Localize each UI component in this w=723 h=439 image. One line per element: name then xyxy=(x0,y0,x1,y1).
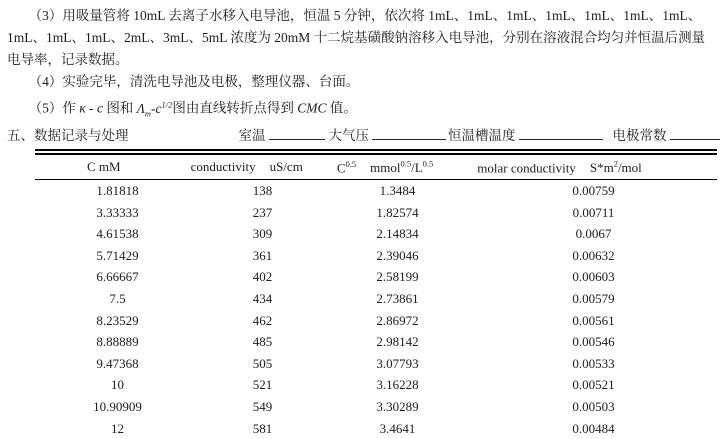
header-sqrt-concentration: $C^{0.5}$ $mmol^{0.5}/L^{0.5}$ xyxy=(336,158,434,175)
table-cell: 10 xyxy=(111,377,124,393)
table-cell: 3.4641 xyxy=(379,420,416,436)
table-cell: 0.0067 xyxy=(575,226,612,242)
table-body xyxy=(35,180,717,439)
table-cell: 2.86972 xyxy=(376,312,419,328)
table-cell: 0.00759 xyxy=(572,182,615,198)
field-pressure xyxy=(329,125,447,146)
header-conductivity: conductivity uS/cm xyxy=(190,159,303,175)
table-row xyxy=(35,418,717,439)
table-cell: 0.00632 xyxy=(572,247,615,263)
table-row xyxy=(35,396,717,418)
table-cell: 402 xyxy=(252,269,273,285)
table-cell: 0.00711 xyxy=(572,204,615,220)
section-title: 五、数据记录与处理 xyxy=(7,128,129,144)
procedure-step-4: （4）实验完毕，清洗电导池及电极，整理仪器、台面。 xyxy=(28,74,360,89)
header-molar-conductivity: molar conductivity $S*m^2$/mol xyxy=(477,158,642,175)
table-cell: 10.90909 xyxy=(93,398,142,414)
table-cell: 4.61538 xyxy=(96,226,139,242)
table-cell: 0.00533 xyxy=(572,355,615,371)
table-cell: 309 xyxy=(252,226,273,242)
table-cell: 8.23529 xyxy=(96,312,139,328)
table-cell: 8.88889 xyxy=(96,334,139,350)
procedure-step-5 xyxy=(7,93,717,124)
table-cell: 237 xyxy=(252,204,273,220)
field-room-temp-label: 室温 xyxy=(238,128,266,144)
table-cell: 3.07793 xyxy=(376,355,419,371)
section-header-row xyxy=(7,125,717,146)
table-cell: 3.33333 xyxy=(96,204,139,220)
blank-bath-temp[interactable] xyxy=(519,126,603,140)
table-row xyxy=(35,223,717,245)
table-cell: 3.30289 xyxy=(376,398,419,414)
header-concentration: C mM xyxy=(87,159,121,175)
table-cell: 0.00603 xyxy=(572,269,615,285)
step5-prefix: （5）作 xyxy=(28,100,76,116)
table-cell: 2.98142 xyxy=(376,334,419,350)
table-cell: 1.82574 xyxy=(376,204,419,220)
blank-room-temp[interactable] xyxy=(269,126,325,140)
table-cell: 7.5 xyxy=(109,290,126,306)
table-cell: 3.16228 xyxy=(376,377,419,393)
table-header-row xyxy=(35,155,717,180)
table-row xyxy=(35,180,717,202)
table-row xyxy=(35,310,717,332)
table-row xyxy=(35,288,717,310)
data-table xyxy=(35,180,717,439)
field-pressure-label: 大气压 xyxy=(328,128,369,144)
header-conductivity-unit: uS/cm xyxy=(269,159,303,175)
table-cell: 485 xyxy=(252,334,273,350)
table-cell: 1.3484 xyxy=(379,182,416,198)
table-cell: 6.66667 xyxy=(96,269,139,285)
table-cell: 2.39046 xyxy=(376,247,419,263)
field-electrode-constant-label: 电极常数 xyxy=(612,128,667,144)
table-cell: 2.58199 xyxy=(376,269,419,285)
kappa-c-expression: κ - c xyxy=(79,100,103,116)
procedure-step-3: （3）用吸量管将 10mL 去离子水移入电导池，恒温 5 分钟，依次将 1mL、1mL、1mL、1mL、1mL、1mL、1mL、1mL、1mL、1mL、2mL、3mL、5mL 浓度为 20mM 十二烷基磺酸钠溶移入电导池，分别在溶液混合均匀并恒温后测量电导率，记录数据。 xyxy=(7,8,706,67)
table-cell: 1.81818 xyxy=(96,182,139,198)
table-cell: 2.73861 xyxy=(376,290,419,306)
table-row xyxy=(35,331,717,353)
table-cell: 434 xyxy=(252,290,273,306)
field-bath-temp-label: 恒温槽温度 xyxy=(448,128,516,144)
step5-suffix: 值。 xyxy=(329,100,357,116)
table-cell: 0.00546 xyxy=(572,334,615,350)
table-cell: 138 xyxy=(252,182,273,198)
table-cell: 521 xyxy=(252,377,273,393)
table-cell: 0.00561 xyxy=(572,312,615,328)
table-row xyxy=(35,202,717,224)
cmc-label: CMC xyxy=(297,100,327,116)
table-row xyxy=(35,245,717,267)
table-cell: 361 xyxy=(252,247,273,263)
lambda-expression: $\Lambda_m-c^{1/2}$ xyxy=(136,99,173,119)
header-molar-conductivity-unit: $S*m^2$/mol xyxy=(589,158,642,175)
table-cell: 462 xyxy=(252,312,273,328)
table-row xyxy=(35,267,717,289)
table-cell: 505 xyxy=(252,355,273,371)
step5-mid1: 图和 xyxy=(106,100,134,116)
table-cell: 0.00521 xyxy=(572,377,615,393)
table-cell: 2.14834 xyxy=(376,226,419,242)
field-electrode-constant xyxy=(613,125,720,146)
table-cell: 0.00503 xyxy=(572,398,615,414)
table-row xyxy=(35,375,717,397)
table-row xyxy=(35,353,717,375)
table-cell: 581 xyxy=(252,420,273,436)
blank-pressure[interactable] xyxy=(372,126,446,140)
field-bath-temp xyxy=(448,125,603,146)
table-cell: 9.47368 xyxy=(96,355,139,371)
field-room-temp xyxy=(239,125,325,146)
table-cell: 5.71429 xyxy=(96,247,139,263)
step5-mid2: 图由直线转折点得到 xyxy=(172,100,294,116)
table-cell: 0.00484 xyxy=(572,420,615,436)
table-cell: 0.00579 xyxy=(572,290,615,306)
table-cell: 12 xyxy=(111,420,124,436)
table-cell: 549 xyxy=(252,398,273,414)
blank-electrode-constant[interactable] xyxy=(670,126,720,140)
header-sqrt-concentration-unit: $mmol^{0.5}/L^{0.5}$ xyxy=(370,158,434,175)
